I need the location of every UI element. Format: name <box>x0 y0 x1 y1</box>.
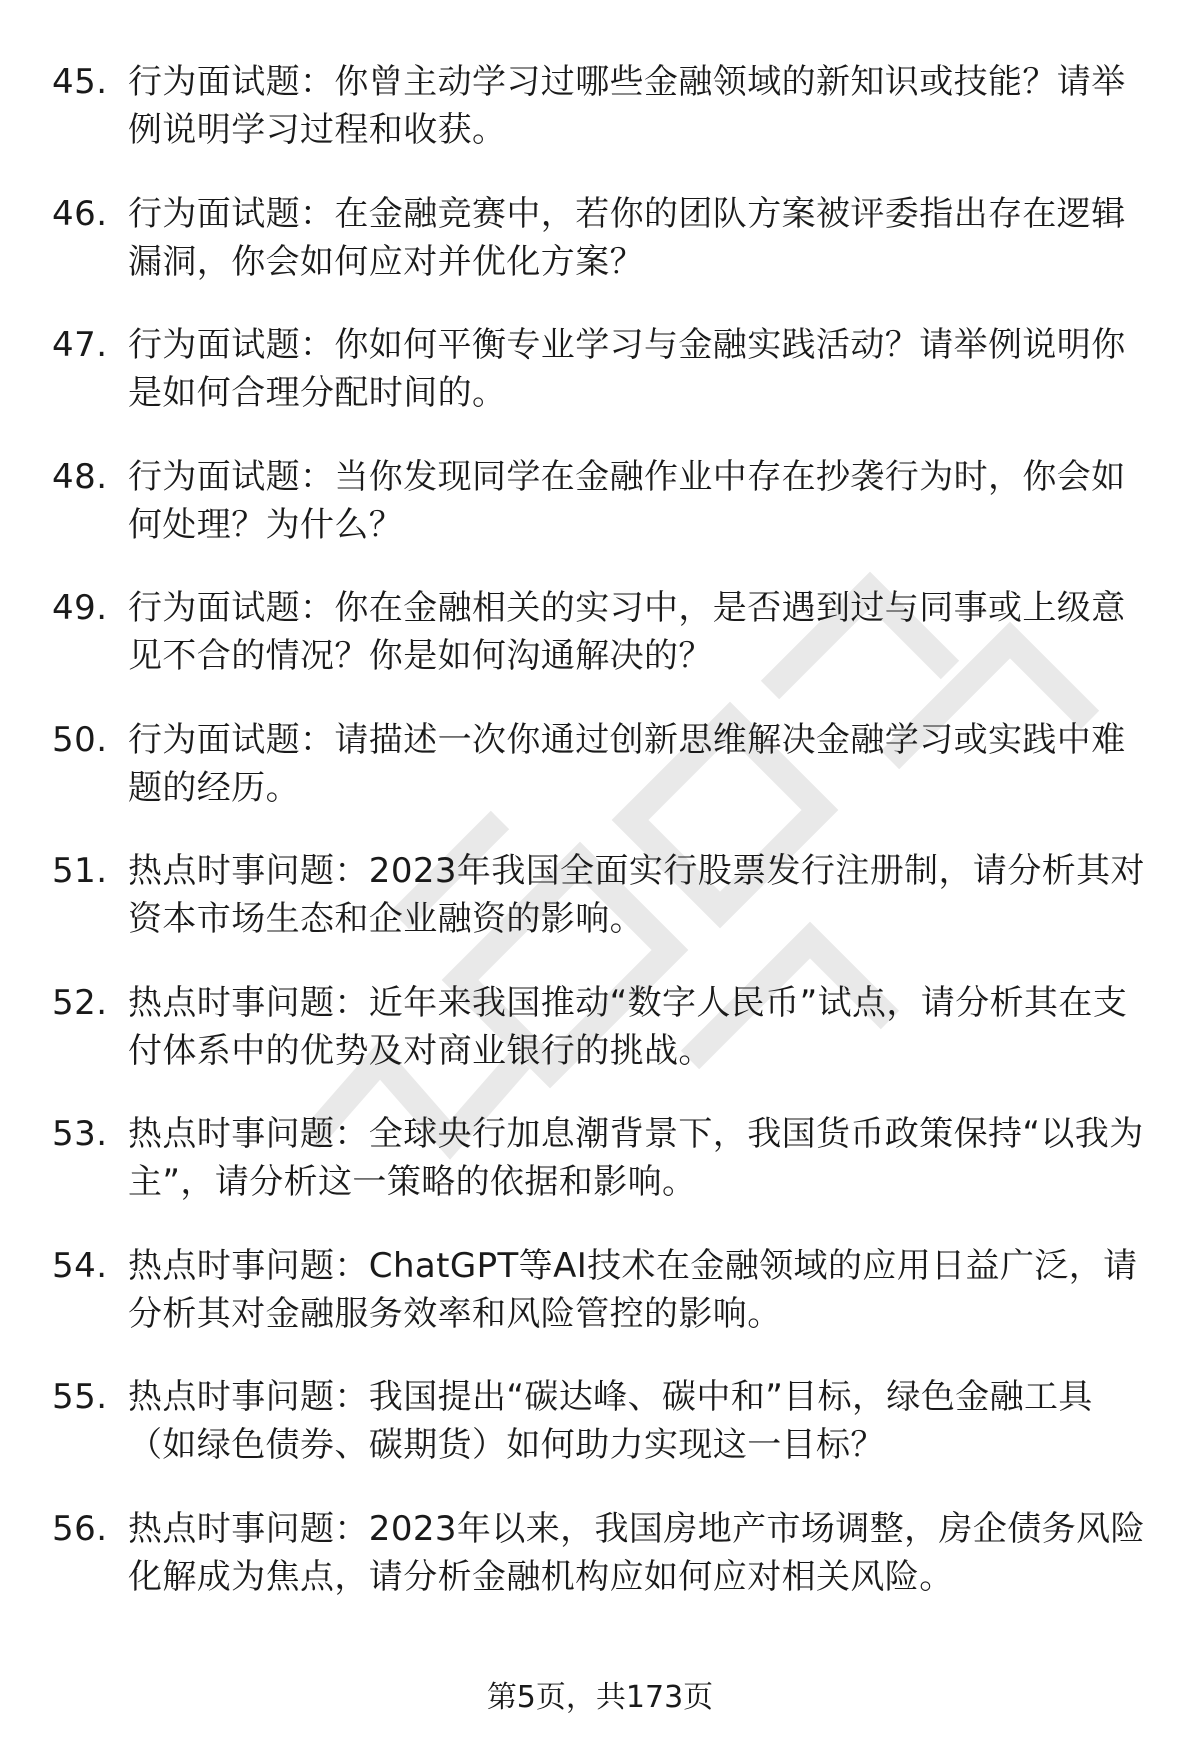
question-item <box>0 1110 1200 1242</box>
question-list <box>0 58 1200 1636</box>
question-item <box>0 453 1200 585</box>
question-item <box>0 321 1200 453</box>
question-text: 热点时事问题：全球央行加息潮背景下，我国货币政策保持“以我为主”，请分析这一策略的依据和影响。 <box>128 1114 1144 1202</box>
question-item <box>0 847 1200 979</box>
question-number: 46. <box>52 193 108 234</box>
question-item <box>0 190 1200 322</box>
question-number: 55. <box>52 1377 108 1417</box>
question-item <box>0 1505 1200 1637</box>
question-number: 47. <box>52 325 108 365</box>
question-text: 热点时事问题：2023年以来，我国房地产市场调整，房企债务风险化解成为焦点，请分析金融机构应如何应对相关风险。 <box>128 1508 1145 1597</box>
question-text: 行为面试题：你曾主动学习过哪些金融领域的新知识或技能？请举例说明学习过程和收获。 <box>128 62 1126 150</box>
question-text: 行为面试题：你在金融相关的实习中，是否遇到过与同事或上级意见不合的情况？你是如何沟通解决的？ <box>128 588 1126 676</box>
page-number-label: 第5页，共173页 <box>486 1680 714 1715</box>
question-number: 53. <box>52 1114 108 1154</box>
question-item <box>0 1373 1200 1505</box>
question-item <box>0 979 1200 1111</box>
question-number: 54. <box>52 1245 108 1286</box>
question-number: 51. <box>52 851 108 891</box>
question-number: 45. <box>52 62 108 102</box>
question-text: 热点时事问题：近年来我国推动“数字人民币”试点，请分析其在支付体系中的优势及对商业银行的挑战。 <box>128 982 1128 1071</box>
page-footer <box>0 1678 1200 1718</box>
question-number: 56. <box>52 1508 108 1549</box>
question-item <box>0 1242 1200 1374</box>
question-text: 行为面试题：当你发现同学在金融作业中存在抄袭行为时，你会如何处理？为什么？ <box>128 456 1126 545</box>
question-number: 52. <box>52 982 108 1023</box>
question-text: 行为面试题：在金融竞赛中，若你的团队方案被评委指出存在逻辑漏洞，你会如何应对并优化方案？ <box>128 193 1126 282</box>
question-item <box>0 58 1200 190</box>
question-text: 行为面试题：请描述一次你通过创新思维解决金融学习或实践中难题的经历。 <box>128 719 1126 808</box>
question-item <box>0 584 1200 716</box>
question-text: 热点时事问题：我国提出“碳达峰、碳中和”目标，绿色金融工具（如绿色债券、碳期货）如何助力实现这一目标？ <box>128 1377 1093 1465</box>
question-text: 热点时事问题：2023年我国全面实行股票发行注册制，请分析其对资本市场生态和企业融资的影响。 <box>128 851 1145 939</box>
question-text: 热点时事问题：ChatGPT等AI技术在金融领域的应用日益广泛，请分析其对金融服务效率和风险管控的影响。 <box>128 1245 1138 1334</box>
question-text: 行为面试题：你如何平衡专业学习与金融实践活动？请举例说明你是如何合理分配时间的。 <box>128 325 1126 413</box>
question-item <box>0 716 1200 848</box>
question-number: 48. <box>52 456 108 497</box>
question-number: 50. <box>52 719 108 760</box>
question-number: 49. <box>52 588 108 628</box>
